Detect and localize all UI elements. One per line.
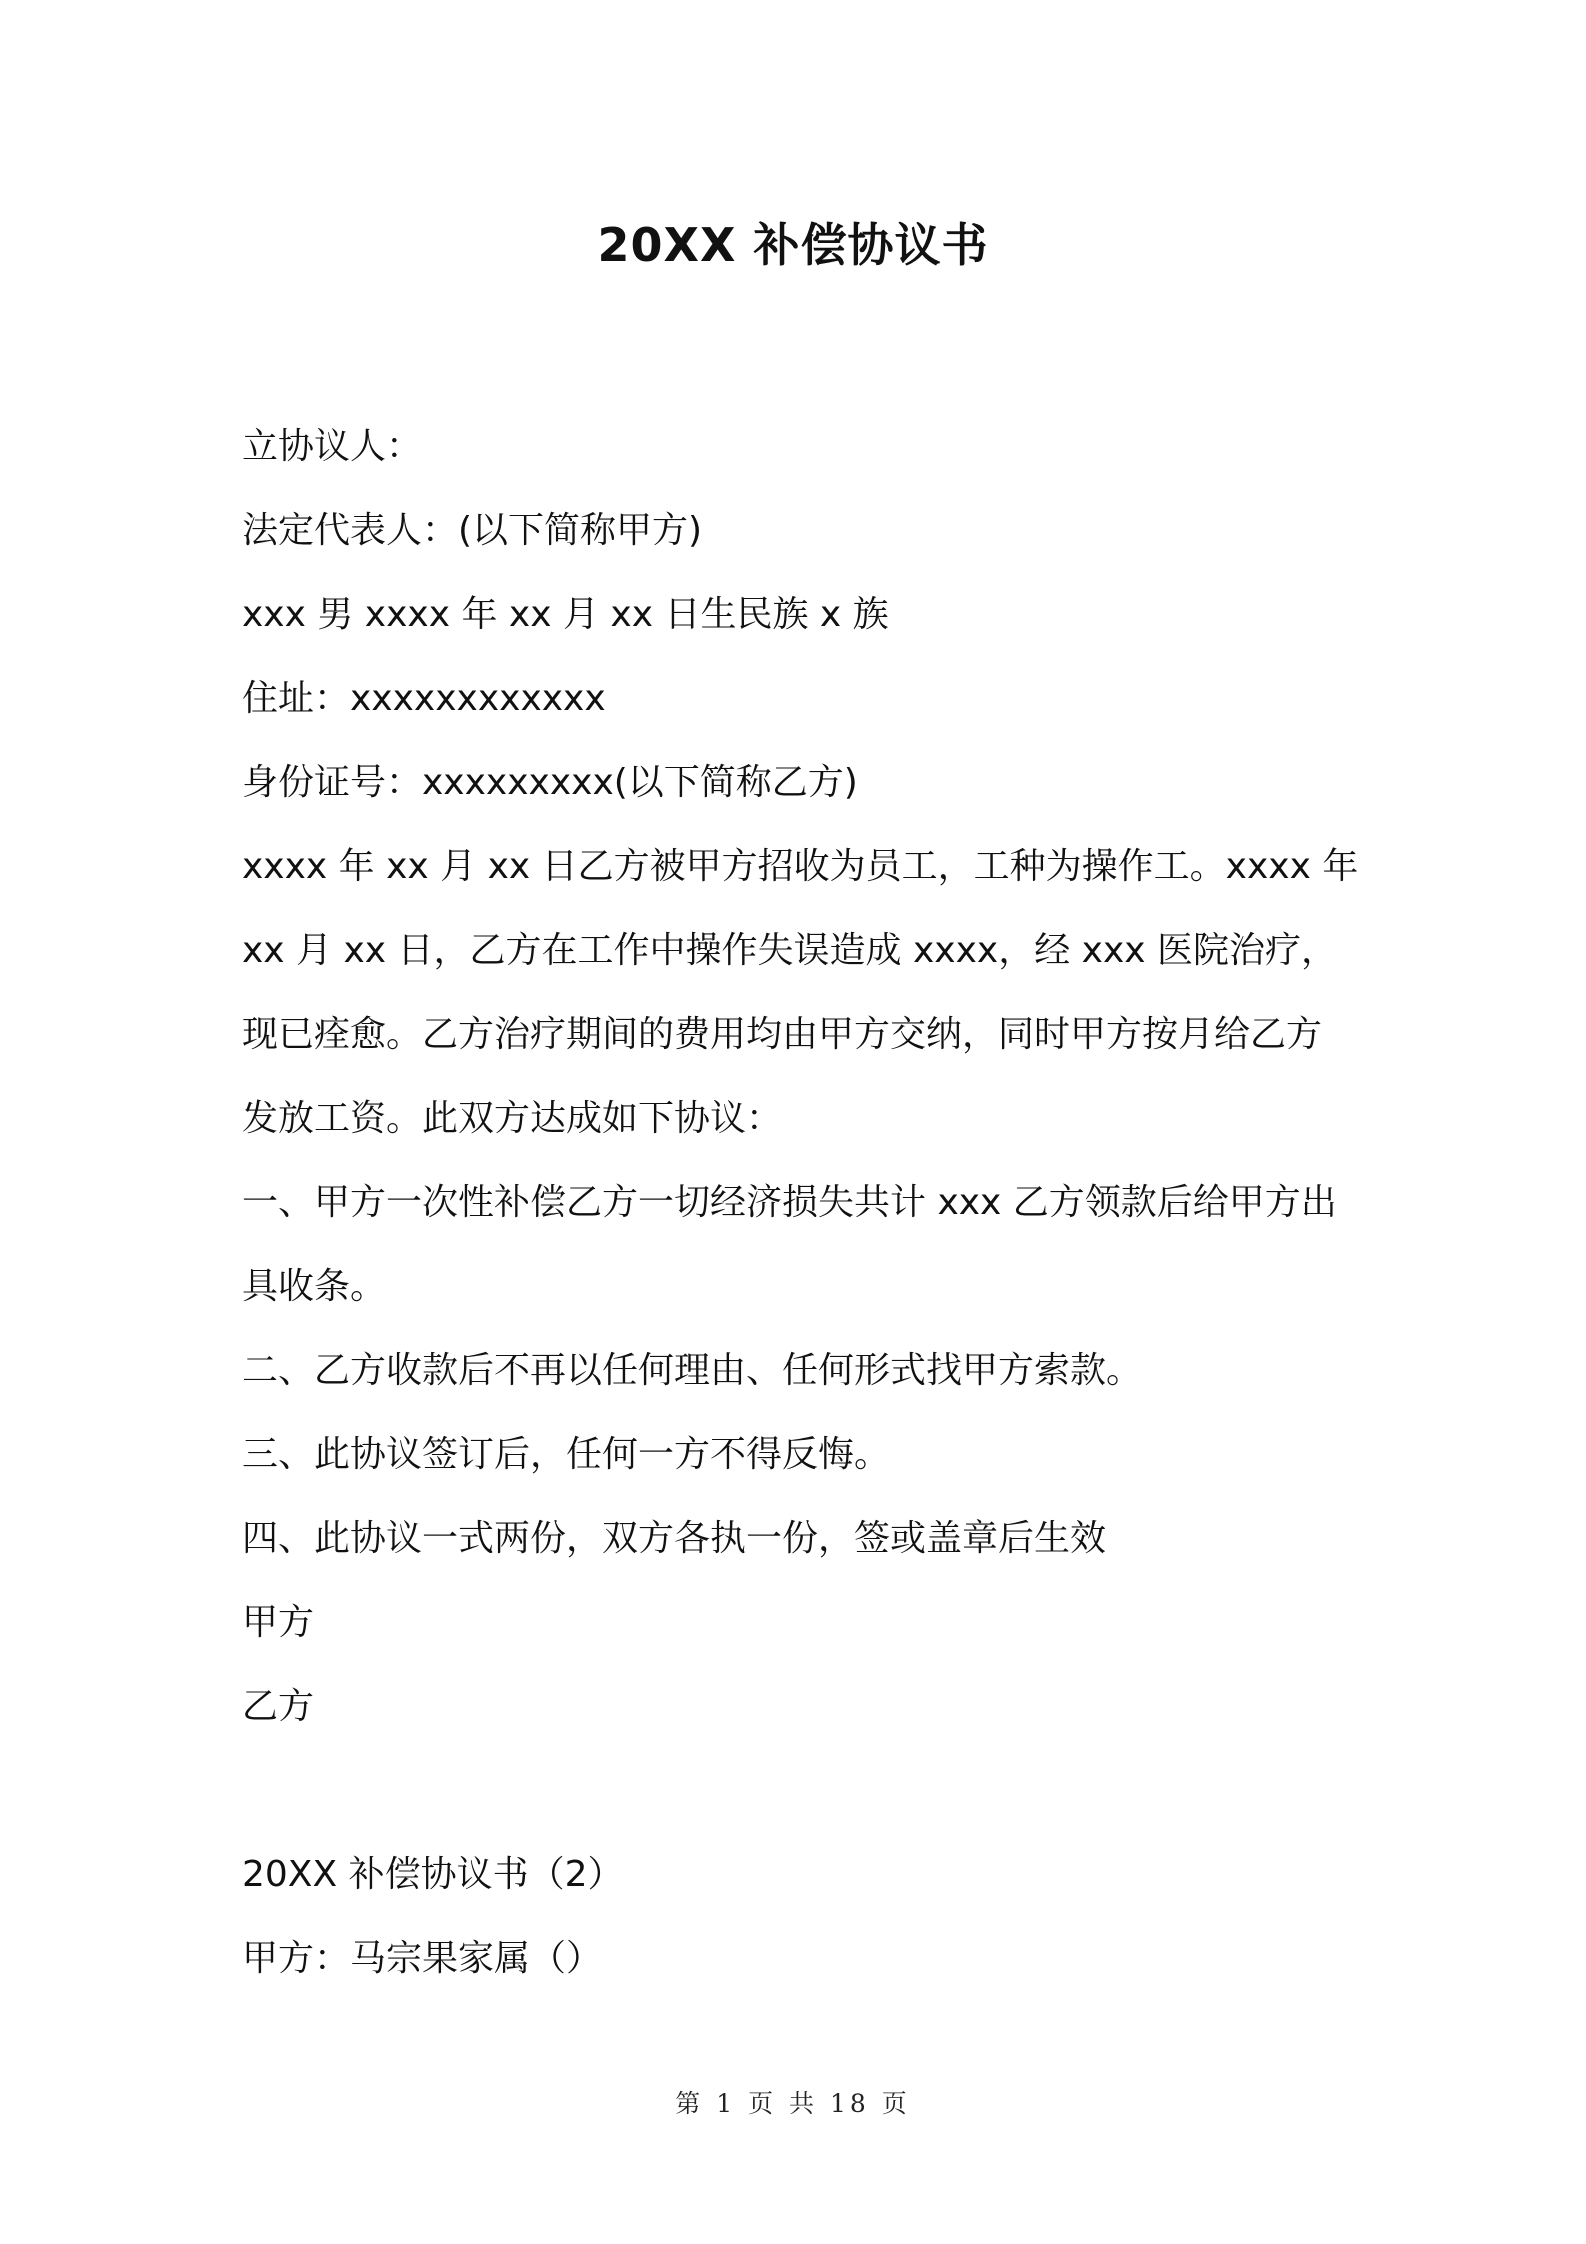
document-title: 20XX 补偿协议书 bbox=[597, 218, 989, 272]
clause-1-line-1: 一、甲方一次性补偿乙方一切经济损失共计 xxx 乙方领款后给甲方出 bbox=[242, 1182, 1337, 1223]
second-agreement-party-a: 甲方：马宗果家属（） bbox=[242, 1938, 603, 1979]
second-agreement-title: 20XX 补偿协议书（2） bbox=[242, 1854, 624, 1895]
paragraph-intro-line-4: 发放工资。此双方达成如下协议： bbox=[242, 1098, 783, 1139]
signature-party-a: 甲方 bbox=[242, 1602, 315, 1643]
clause-4: 四、此协议一式两份，双方各执一份，签或盖章后生效 bbox=[242, 1518, 1107, 1559]
clause-3: 三、此协议签订后，任何一方不得反悔。 bbox=[242, 1434, 891, 1475]
paragraph-intro-line-2: xx 月 xx 日，乙方在工作中操作失误造成 xxxx，经 xxx 医院治疗， bbox=[242, 930, 1338, 971]
document-body bbox=[242, 405, 1362, 2001]
page-footer: 第 1 页 共 18 页 bbox=[675, 2089, 911, 2118]
signature-party-b: 乙方 bbox=[242, 1686, 315, 1727]
paragraph-intro-line-3: 现已痊愈。乙方治疗期间的费用均由甲方交纳，同时甲方按月给乙方 bbox=[242, 1014, 1323, 1055]
section-gap bbox=[242, 1749, 1362, 1833]
clause-2: 二、乙方收款后不再以任何理由、任何形式找甲方索款。 bbox=[242, 1350, 1143, 1391]
text-line-legal-representative: 法定代表人：(以下简称甲方) bbox=[242, 510, 703, 551]
text-line-id-number: 身份证号：xxxxxxxxx(以下简称乙方) bbox=[242, 762, 858, 803]
text-line-signatory: 立协议人： bbox=[242, 426, 423, 467]
text-line-personal-info: xxx 男 xxxx 年 xx 月 xx 日生民族 x 族 bbox=[242, 594, 889, 635]
text-line-address: 住址：xxxxxxxxxxxx bbox=[242, 678, 606, 719]
paragraph-intro-line-1: xxxx 年 xx 月 xx 日乙方被甲方招收为员工，工种为操作工。xxxx 年 bbox=[242, 846, 1359, 887]
clause-1-line-2: 具收条。 bbox=[242, 1266, 387, 1307]
